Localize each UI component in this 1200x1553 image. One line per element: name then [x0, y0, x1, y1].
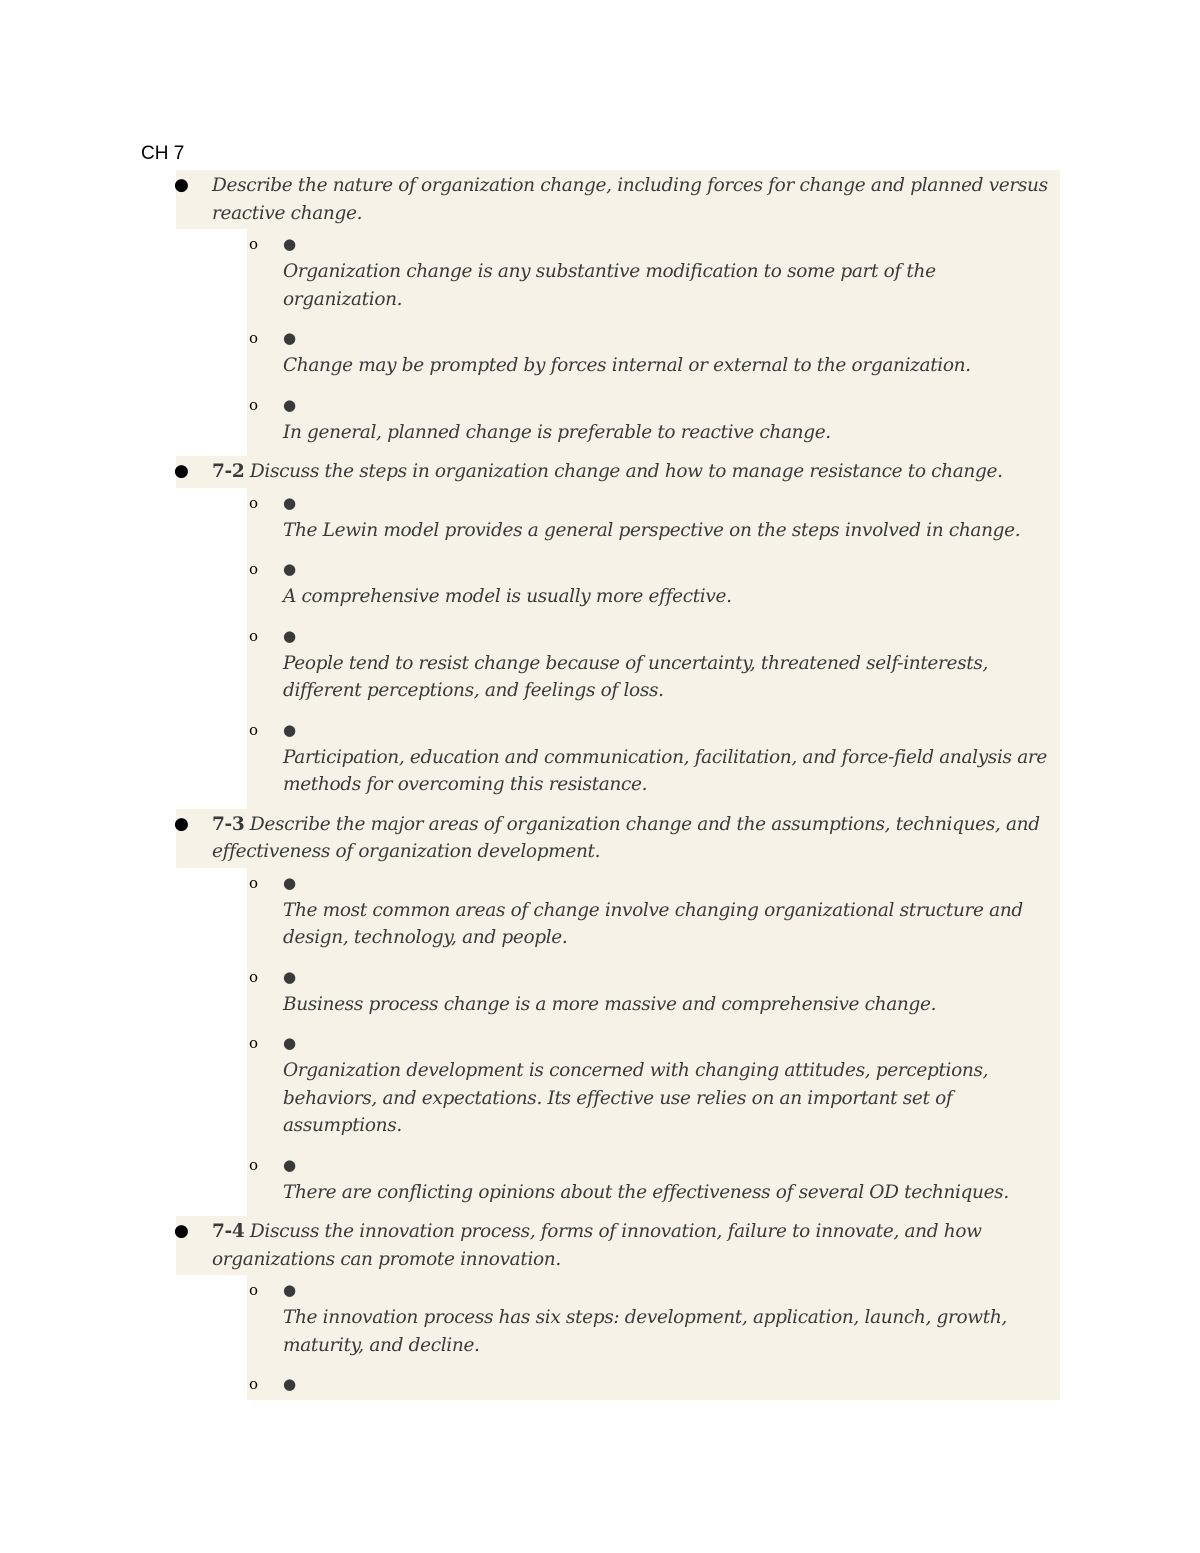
section-number: 7-3 — [212, 813, 245, 835]
bullet-icon: ● — [283, 720, 296, 739]
subitem-text: There are conflicting opinions about the effectiveness of several OD techniques. — [283, 1181, 1009, 1203]
outline-subitem — [247, 962, 1060, 1029]
subitem-text: The innovation process has six steps: development, application, launch, growth, maturity, and decline. — [283, 1307, 1007, 1356]
section-heading — [176, 170, 1060, 229]
section-heading-text: Describe the nature of organization change, including forces for change and planned versus reactive change. — [212, 175, 1048, 224]
chapter-title: CH 7 — [141, 143, 185, 164]
hollow-circle-bullet-icon: o — [249, 560, 258, 578]
bullet-icon: ● — [174, 1221, 189, 1241]
section-heading-text: Discuss the steps in organization change and how to manage resistance to change. — [249, 461, 1003, 482]
hollow-circle-bullet-icon: o — [249, 626, 258, 645]
bullet-icon: ● — [283, 1375, 296, 1393]
bullet-icon: ● — [283, 329, 296, 347]
outline-section — [176, 1216, 1060, 1400]
subitem-text: The most common areas of change involve changing organizational structure and design, technology, and people. — [283, 899, 1023, 948]
outline-subitem — [247, 1369, 1060, 1400]
section-heading — [176, 809, 1060, 868]
bullet-icon: ● — [283, 967, 296, 986]
subitem-text: People tend to resist change because of uncertainty, threatened self-interests, different perceptions, and feelings of loss. — [283, 652, 989, 701]
hollow-circle-bullet-icon: o — [249, 329, 258, 347]
subitem-text: The Lewin model provides a general perspective on the steps involved in change. — [283, 519, 1021, 541]
bullet-icon: ● — [174, 461, 189, 481]
subitem-text: A comprehensive model is usually more effective. — [283, 586, 732, 607]
subitem-text: Organization development is concerned with changing attitudes, perceptions, behaviors, and expectations. Its effective use relies on an important set of assumptions. — [283, 1060, 989, 1136]
subitem-text: In general, planned change is preferable to reactive change. — [283, 421, 831, 443]
outline-subitem — [247, 554, 1060, 621]
subitem-text: Change may be prompted by forces internal or external to the organization. — [283, 355, 971, 376]
bullet-icon: ● — [283, 626, 296, 645]
section-number: 7-2 — [212, 461, 245, 482]
outline-subitem — [247, 1028, 1060, 1150]
section-heading — [176, 456, 1060, 488]
outline-subitem — [247, 715, 1060, 809]
bullet-icon: ● — [283, 1281, 296, 1299]
bullet-icon: ● — [283, 560, 296, 578]
bullet-icon: ● — [283, 493, 296, 512]
hollow-circle-bullet-icon: o — [249, 720, 258, 739]
hollow-circle-bullet-icon: o — [249, 395, 258, 414]
hollow-circle-bullet-icon: o — [249, 1375, 258, 1393]
outline-subitem — [247, 229, 1060, 323]
bullet-icon: ● — [283, 395, 296, 414]
subitem-text: Organization change is any substantive modification to some part of the organization. — [283, 261, 936, 310]
outline-subitem — [247, 488, 1060, 555]
outline-subitem — [247, 323, 1060, 390]
outline-subitem — [247, 621, 1060, 715]
outline-subitem — [247, 868, 1060, 962]
hollow-circle-bullet-icon: o — [249, 873, 258, 892]
section-heading — [176, 1216, 1060, 1275]
bullet-icon: ● — [283, 235, 296, 253]
outline-subitem — [247, 1275, 1060, 1369]
section-heading-text: Discuss the innovation process, forms of innovation, failure to innovate, and how organizations can promote innovation. — [212, 1221, 982, 1270]
bullet-icon: ● — [174, 813, 189, 834]
bullet-icon: ● — [174, 175, 189, 195]
subitem-text: Participation, education and communication, facilitation, and force-field analysis are methods for overcoming this resistance. — [283, 746, 1047, 795]
hollow-circle-bullet-icon: o — [249, 235, 258, 253]
bullet-icon: ● — [283, 1034, 296, 1052]
hollow-circle-bullet-icon: o — [249, 1281, 258, 1299]
hollow-circle-bullet-icon: o — [249, 493, 258, 512]
outline-section — [176, 170, 1060, 456]
outline-subitem — [247, 1150, 1060, 1217]
hollow-circle-bullet-icon: o — [249, 1155, 258, 1174]
outline-section — [176, 456, 1060, 809]
bullet-icon: ● — [283, 1155, 296, 1174]
subitem-text: Business process change is a more massive and comprehensive change. — [283, 993, 937, 1015]
section-number: 7-4 — [212, 1221, 245, 1242]
outline-subitem — [247, 390, 1060, 457]
outline-section — [176, 809, 1060, 1217]
hollow-circle-bullet-icon: o — [249, 967, 258, 986]
bullet-icon: ● — [283, 873, 296, 892]
hollow-circle-bullet-icon: o — [249, 1034, 258, 1052]
outline-list — [176, 170, 1060, 1400]
section-heading-text: Describe the major areas of organization change and the assumptions, techniques, and effectiveness of organization development. — [212, 813, 1040, 862]
